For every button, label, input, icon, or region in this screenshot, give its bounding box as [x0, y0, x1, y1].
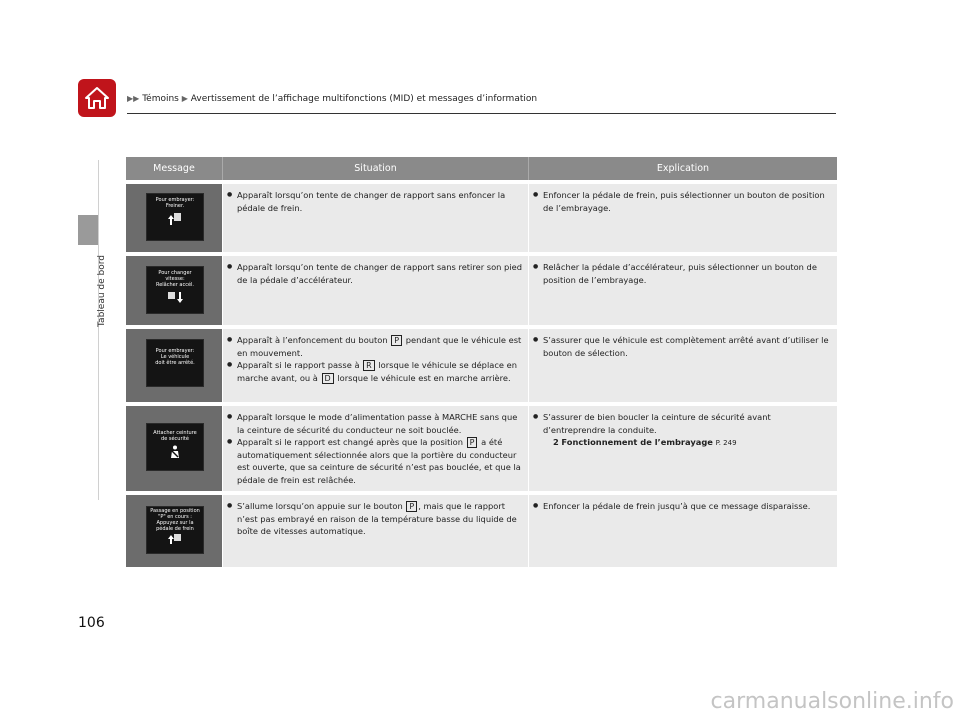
screen-line: doit être arrêté.: [155, 360, 195, 366]
table-row: [126, 495, 837, 567]
situation-item: ● Apparaît à l’enfoncement du bouton P pendant que le véhicule est en mouvement.: [227, 334, 524, 359]
table-header: [126, 157, 837, 180]
explication-item: ● Relâcher la pédale d’accélérateur, puis sélectionner un bouton de position de l’embrayage.: [533, 261, 833, 286]
screen-line: Pour embrayer:: [155, 348, 195, 354]
situation-cell: [222, 495, 528, 567]
header-situation: Situation: [222, 157, 528, 180]
mid-screen: [146, 423, 204, 471]
situation-cell: [222, 256, 528, 325]
breadcrumb-current: Avertissement de l’affichage multifonctions (MID) et messages d’information: [190, 94, 538, 104]
seatbelt-icon: [169, 445, 181, 459]
screen-line: de sécurité: [161, 436, 189, 442]
table-row: [126, 184, 837, 252]
home-button[interactable]: [78, 79, 116, 117]
explication-cell: [528, 406, 837, 491]
brake-pedal-icon: [166, 212, 184, 226]
table-row: [126, 256, 837, 325]
header-explication: Explication: [528, 157, 837, 180]
breadcrumb-arrow-icon: ▶▶: [127, 94, 140, 103]
situation-item: ● Apparaît lorsqu’on tente de changer de rapport sans retirer son pied de la pédale d’accélérateur.: [227, 261, 524, 286]
screen-line: Relâcher accél.: [155, 282, 195, 288]
screen-line: pédale de frein: [156, 526, 194, 532]
home-icon: [84, 86, 110, 110]
breadcrumb-arrow-icon: ▶: [181, 94, 188, 103]
situation-cell: [222, 406, 528, 491]
situation-item: ● S’allume lorsqu’on appuie sur le bouton P , mais que le rapport n’est pas embrayé en raison de la température basse du liquide de boîte de vitesses automatique.: [227, 500, 524, 538]
message-cell: [126, 184, 222, 252]
page-number: 106: [78, 615, 105, 631]
gear-key-r: R: [363, 360, 375, 371]
reference-arrow-icon: 2: [553, 437, 559, 448]
explication-item: ● S’assurer que le véhicule est complètement arrêté avant d’utiliser le bouton de sélection.: [533, 334, 833, 359]
mid-screen: [146, 339, 204, 387]
explication-cell: [528, 256, 837, 325]
situation-item: ● Apparaît lorsque le mode d’alimentation passe à MARCHE sans que la ceinture de sécurité du conducteur ne soit bouclée.: [227, 411, 524, 436]
breadcrumb-link-temoins[interactable]: Témoins: [142, 94, 179, 104]
table-row: [126, 406, 837, 491]
situation-item: ● Apparaît si le rapport est changé après que la position P a été automatiquement sélectionnée alors que la portière du conducteur est ouverte, que sa ceinture de sécurité n’est pas bouclée, et que la pédale de frein est relâchée.: [227, 436, 524, 486]
mid-screen: [146, 506, 204, 554]
accelerator-pedal-icon: [166, 291, 184, 305]
gear-key-p: P: [391, 335, 402, 346]
message-cell: [126, 329, 222, 402]
reference-title: Fonctionnement de l’embrayage: [561, 437, 713, 448]
table-row: [126, 329, 837, 402]
brake-pedal-icon: [166, 533, 184, 544]
mid-screen: [146, 266, 204, 314]
message-cell: [126, 495, 222, 567]
screen-line: Appuyez sur la: [156, 520, 194, 526]
explication-item: ● Enfoncer la pédale de frein jusqu’à que ce message disparaisse.: [533, 500, 833, 513]
message-table: [126, 157, 837, 567]
breadcrumb: [127, 94, 537, 104]
screen-line: Le véhicule: [160, 354, 190, 360]
situation-item: ● Apparaît lorsqu’on tente de changer de rapport sans enfoncer la pédale de frein.: [227, 189, 524, 214]
gear-key-p: P: [467, 437, 478, 448]
header-divider: [127, 113, 836, 114]
screen-line: Freiner.: [165, 203, 185, 209]
situation-cell: [222, 184, 528, 252]
section-tab-marker: [78, 215, 98, 245]
situation-item: ● Apparaît si le rapport passe à R lorsque le véhicule se déplace en marche avant, ou à D lorsque le véhicule est en marche arrière.: [227, 359, 524, 384]
explication-cell: [528, 184, 837, 252]
explication-cell: [528, 329, 837, 402]
screen-line: Passage en position: [150, 508, 200, 514]
gear-key-d: D: [322, 373, 334, 384]
cross-reference-link[interactable]: [533, 436, 833, 450]
explication-cell: [528, 495, 837, 567]
reference-page: P. 249: [715, 439, 737, 448]
screen-line: Attacher ceinture: [153, 430, 197, 436]
message-cell: [126, 406, 222, 491]
header-message: Message: [153, 163, 195, 174]
explication-item: ● S’assurer de bien boucler la ceinture de sécurité avant d’entreprendre la conduite.: [533, 411, 833, 436]
gear-key-p: P: [406, 501, 417, 512]
screen-line: vitesse:: [165, 276, 185, 282]
screen-line: Pour changer: [158, 270, 192, 276]
screen-line: Pour embrayer:: [155, 197, 195, 203]
message-cell: [126, 256, 222, 325]
situation-cell: [222, 329, 528, 402]
screen-line: "P" en cours :: [158, 514, 192, 520]
section-label: Tableau de bord: [97, 255, 107, 327]
explication-item: ● Enfoncer la pédale de frein, puis sélectionner un bouton de position de l’embrayage.: [533, 189, 833, 214]
mid-screen: [146, 193, 204, 241]
watermark: carmanualsonline.info: [710, 689, 954, 714]
side-divider: [98, 160, 99, 500]
